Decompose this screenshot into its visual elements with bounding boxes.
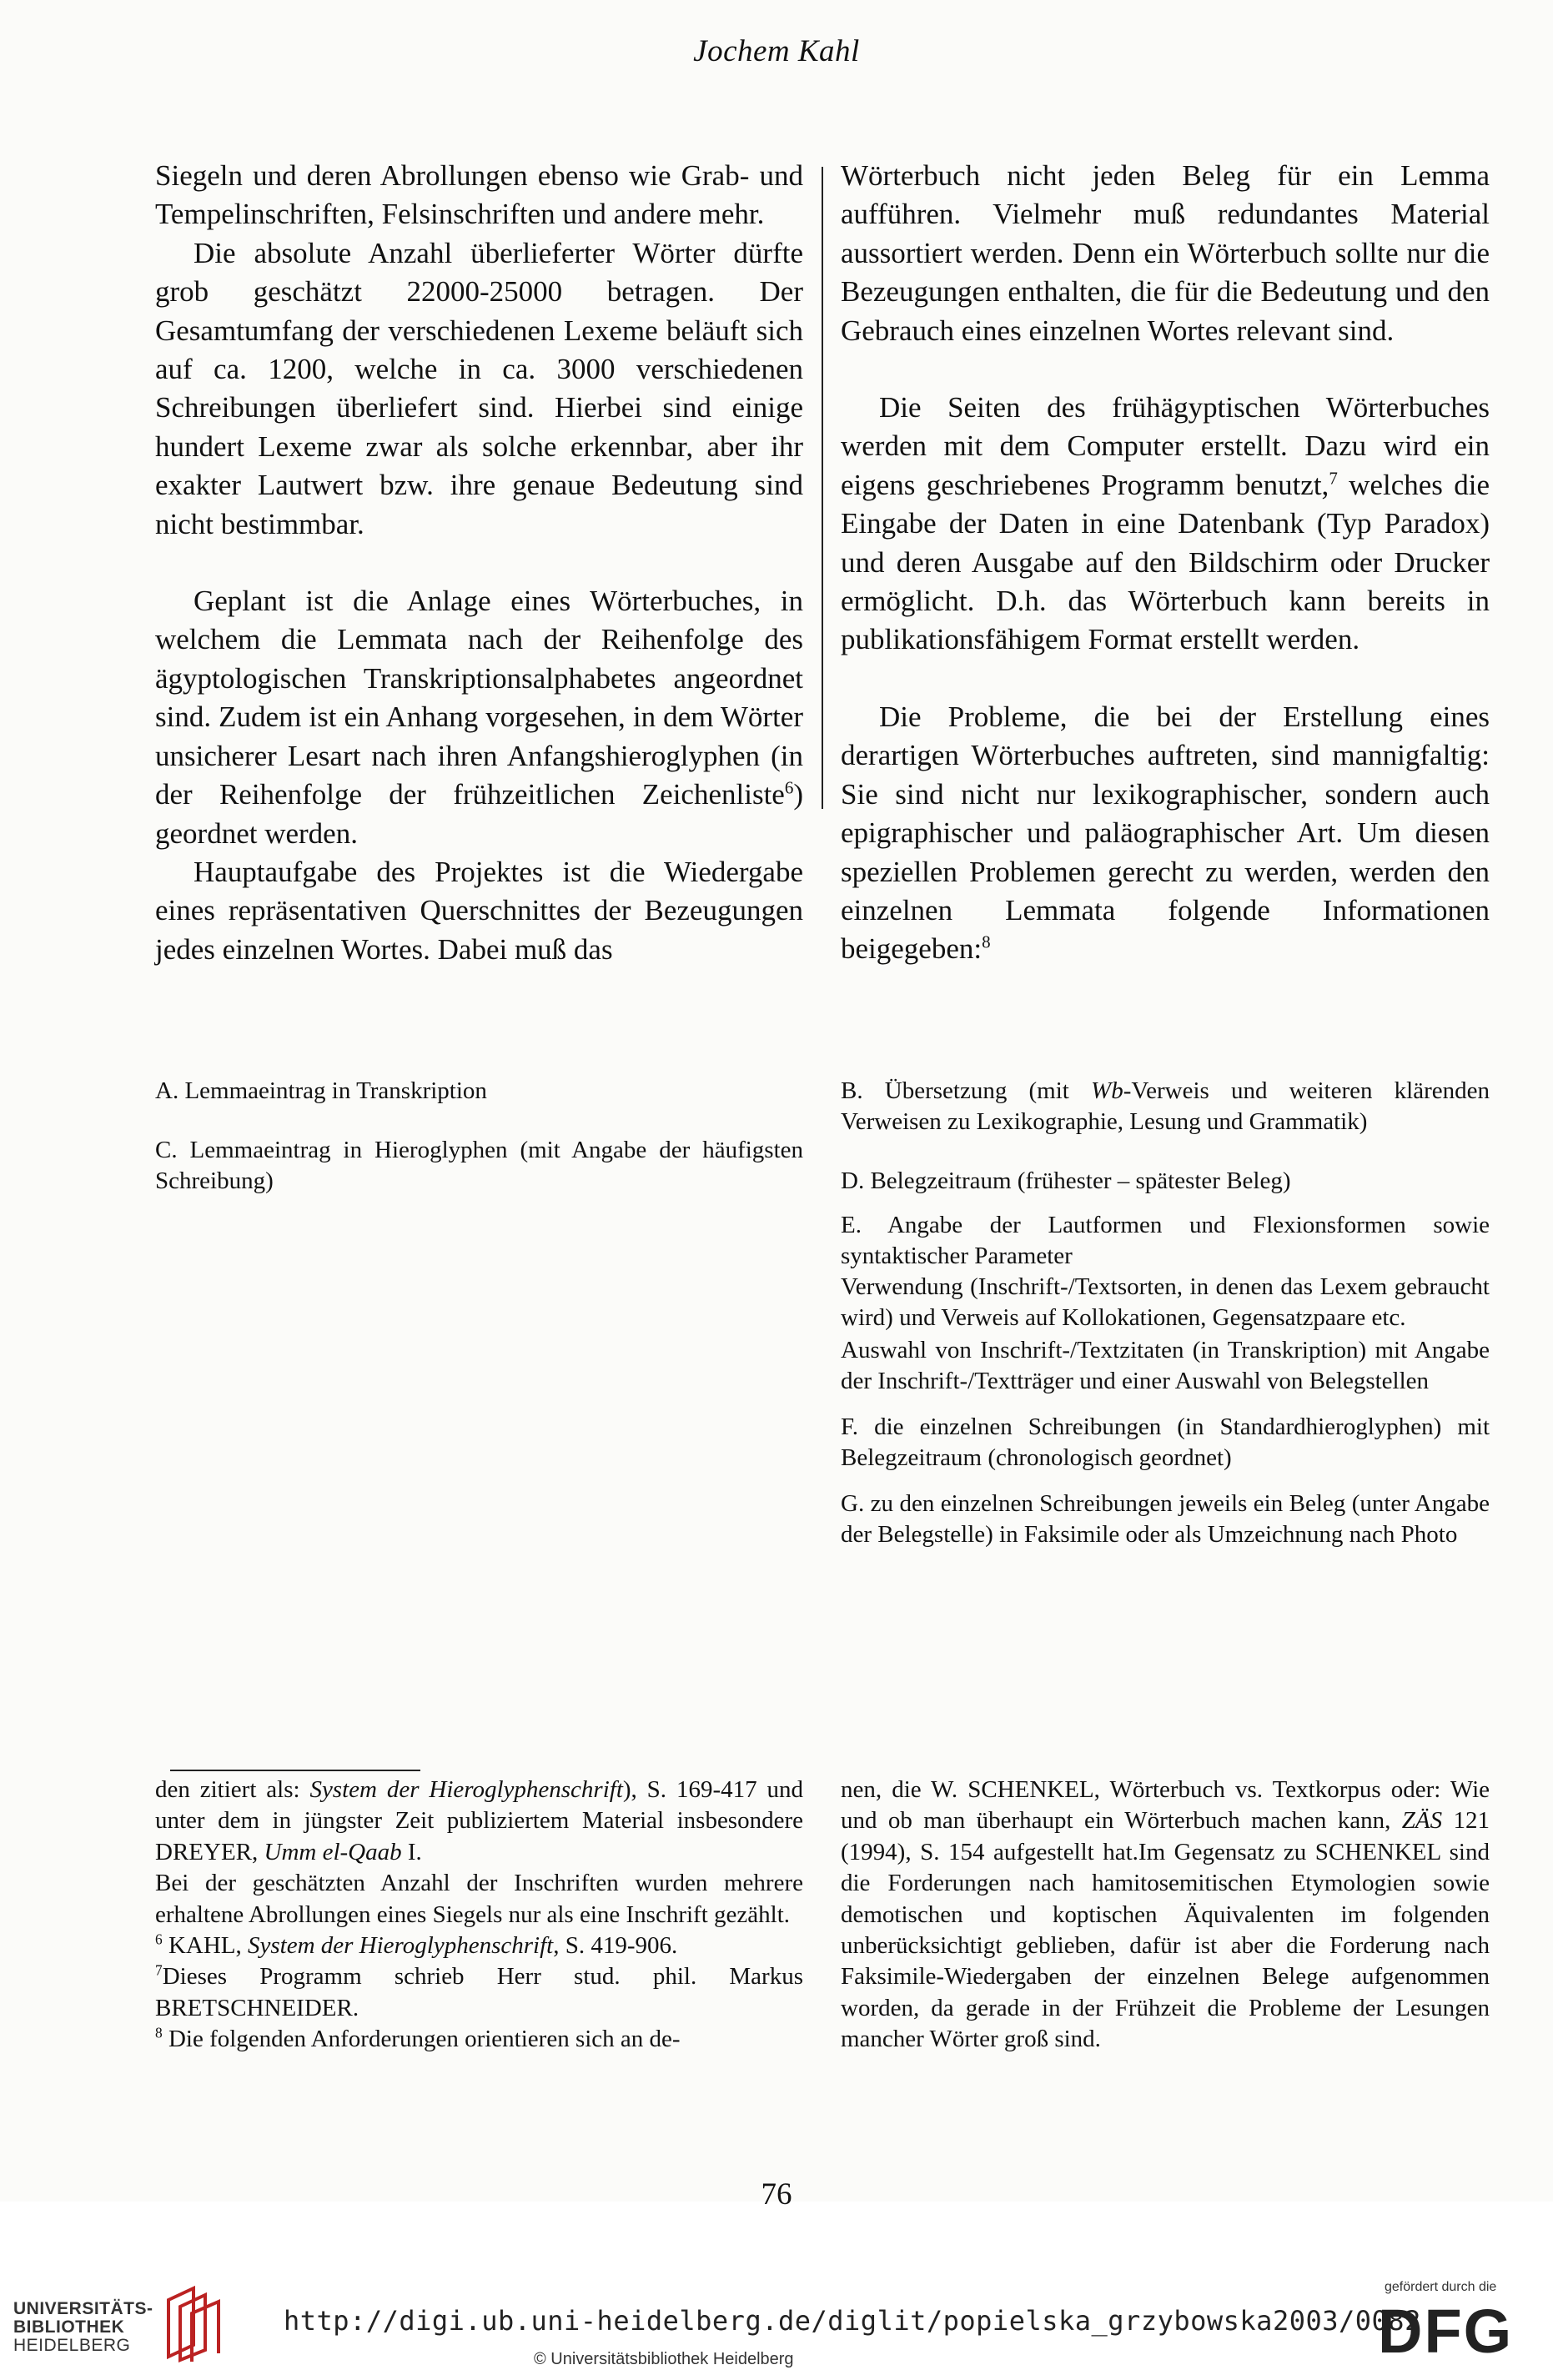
paragraph-text: Hauptaufgabe des Projektes ist die Wiedergabe eines repräsentativen Querschnittes der Bezeugungen jedes einzelnen Wortes. Dabei muß das [155, 855, 803, 966]
left-paragraph [155, 157, 803, 234]
digitization-footer [0, 2252, 1553, 2380]
requirement-item [841, 1272, 1490, 1333]
paragraph-text: Wörterbuch nicht jeden Beleg für ein Lemma aufführen. Vielmehr muß redundantes Material aussortiert werden. Denn ein Wörterbuch sollte nur die Bezeugungen enthalten, die für die Bedeutung und den Gebrauch eines einzelnen Wortes relevant sind. [841, 159, 1490, 347]
left-paragraph [155, 234, 803, 544]
footnote-text: nen, die W. SCHENKEL, Wörterbuch vs. Textkorpus oder: Wie und ob man überhaupt ein Wörterbuch machen kann, [841, 1776, 1490, 1835]
footnote-italic: ZÄS [1401, 1807, 1443, 1835]
footnote-text: I. [401, 1838, 422, 1865]
item-text: Auswahl von Inschrift-/Textzitaten (in Transkription) mit Angabe der Inschrift-/Textträger und einer Auswahl von Belegstellen [841, 1337, 1490, 1394]
requirements-list-left [155, 1076, 803, 1197]
item-text: Verwendung (Inschrift-/Textsorten, in denen das Lexem gebraucht wird) und Verweis auf Kollokationen, Gegensatzpaare etc. [841, 1273, 1490, 1331]
footnote-number: 7 [155, 1961, 163, 1979]
requirement-item: C. Lemmaeintrag in Hieroglyphen (mit Angabe der häufigsten Schreibung) [155, 1137, 803, 1194]
requirement-item: A. Lemmaeintrag in Transkription [155, 1077, 487, 1104]
footnote [155, 1868, 803, 1931]
library-name [13, 2300, 153, 2355]
footnote-italic: System der Hieroglyphenschrift [309, 1776, 623, 1803]
library-name-line3: HEIDELBERG [13, 2336, 131, 2355]
left-text-column [155, 157, 803, 969]
paragraph-text: welches die Eingabe der Daten in eine Datenbank (Typ Paradox) und deren Ausgabe auf den Bildschirm oder Drucker ermöglicht. D.h. das Wörterbuch kann bereits in publikationsfähigem Format erstellt werden. [841, 468, 1490, 656]
item-italic: Wb [1091, 1077, 1123, 1104]
library-name-line2: BIBLIOTHEK [13, 2317, 125, 2337]
right-paragraph [841, 698, 1490, 969]
requirement-item [841, 1210, 1490, 1272]
running-header-author: Jochem Kahl [693, 34, 860, 68]
library-name-line1: UNIVERSITÄTS- [13, 2299, 153, 2318]
footnote [155, 2024, 803, 2055]
right-text-column [841, 157, 1490, 969]
footnote-text: den zitiert als: [155, 1776, 310, 1803]
footnote-rule [170, 1770, 420, 1771]
footnote [155, 1775, 803, 1868]
footnote [841, 1775, 1490, 2056]
right-paragraph [841, 389, 1490, 660]
left-paragraph [155, 853, 803, 969]
footnote-marker: 8 [982, 931, 991, 952]
footnote-text: , S. 419-906. [553, 1932, 678, 1960]
paragraph-gap [841, 350, 1490, 389]
footnote-text: 121 (1994), S. 154 aufgestellt hat.Im Gegensatz zu SCHENKEL sind die Forderungen nach hamitosemitischen Etymologien sowie demotischen und koptischen Äquivalenten im folgenden unberücksichtigt geblieben, dafür ist aber die Forderung nach Faksimile-Wiedergaben der einzelnen Belege aufgenommen worden, da gerade in der Frühzeit die Probleme der Lesungen mancher Wörter groß sind. [841, 1807, 1490, 2053]
footnote-marker: 7 [1329, 468, 1338, 489]
item-text: F. die einzelnen Schreibungen (in Standardhieroglyphen) mit Belegzeitraum (chronologisch geordnet) [841, 1413, 1490, 1471]
copyright-notice: © Universitätsbibliothek Heidelberg [534, 2350, 794, 2368]
paragraph-text: Die absolute Anzahl überlieferter Wörter dürfte grob geschätzt 22000-25000 betragen. Der Gesamtumfang der verschiedenen Lexeme beläuft sich auf ca. 1200, welche in ca. 3000 verschiedenen Schreibungen überliefert sind. Hierbei sind einige hundert Lexeme zwar als solche erkennbar, aber ihr exakter Lautwert bzw. ihre genaue Bedeutung sind nicht bestimmbar. [155, 236, 803, 540]
left-paragraph [155, 582, 803, 853]
footnote-number: 8 [155, 2024, 163, 2041]
dfg-logo: DFG [1378, 2297, 1514, 2366]
item-text: E. Angabe der Lautformen und Flexionsformen sowie syntaktischer Parameter [841, 1212, 1490, 1269]
requirement-item [841, 1166, 1490, 1197]
requirement-item [841, 1489, 1490, 1550]
permalink-url[interactable]: http://digi.ub.uni-heidelberg.de/diglit/popielska_grzybowska2003/0082 [284, 2305, 1421, 2337]
item-text: -Verweis und weiteren klärenden Verweisen zu Lexikographie, Lesung und Grammatik) [841, 1077, 1490, 1135]
footnote [155, 1931, 803, 1961]
footnote-italic: Umm el-Qaab [264, 1838, 402, 1865]
footnotes-right [841, 1775, 1490, 2056]
paragraph-gap [155, 544, 803, 582]
requirement-item [841, 1076, 1490, 1137]
footnote-italic: System der Hieroglyphenschrift [248, 1932, 554, 1960]
funding-label: gefördert durch die [1385, 2280, 1497, 2294]
footnote [155, 1961, 803, 2024]
footnote-text: Bei der geschätzten Anzahl der Inschriften wurden mehrere erhaltene Abrollungen eines Siegels nur als eine Inschrift gezählt. [155, 1870, 803, 1928]
footnote-number: 6 [155, 1931, 163, 1948]
paragraph-text: ) geordnet werden. [155, 778, 803, 850]
footnote-text: ), S. 169-417 und unter dem in jüngster Zeit publiziertem Material insbesondere DREYER, [155, 1776, 803, 1865]
requirement-item [841, 1335, 1490, 1397]
footnote-text: Die folgenden Anforderungen orientieren sich an de- [162, 2026, 681, 2053]
column-divider [822, 167, 823, 809]
item-text: D. Belegzeitraum (frühester – spätester Beleg) [841, 1167, 1291, 1194]
paragraph-text: Die Probleme, die bei der Erstellung eines derartigen Wörterbuches auftreten, sind mannigfaltig: Sie sind nicht nur lexikographischer, sondern auch epigraphischer und paläographischer Art. Um diesen speziellen Problemen gerecht zu werden, werden den einzelnen Lemmata folgende Informationen beigegeben: [841, 700, 1490, 966]
item-text: G. zu den einzelnen Schreibungen jeweils ein Beleg (unter Angabe der Belegstelle) in Faksimile oder als Umzeichnung nach Photo [841, 1490, 1490, 1548]
library-logo-icon [160, 2283, 227, 2363]
paragraph-gap [841, 660, 1490, 698]
paragraph-text: Die Seiten des frühägyptischen Wörterbuches werden mit dem Computer erstellt. Dazu wird ein eigens geschriebenes Programm benutzt, [841, 391, 1490, 501]
item-text: B. Übersetzung (mit [841, 1077, 1092, 1104]
footnote-text: Dieses Programm schrieb Herr stud. phil. Markus BRETSCHNEIDER. [155, 1963, 803, 2021]
requirements-list-right [841, 1076, 1490, 1550]
footnotes-left [155, 1775, 803, 2056]
footnote-text: KAHL, [162, 1932, 248, 1960]
footnote-marker: 6 [784, 777, 794, 798]
requirement-item [841, 1412, 1490, 1474]
right-paragraph [841, 157, 1490, 350]
page-number: 76 [761, 2177, 792, 2212]
paragraph-text: Geplant ist die Anlage eines Wörterbuches, in welchem die Lemmata nach der Reihenfolge des ägyptologischen Transkriptionsalphabetes angeordnet sind. Zudem ist ein Anhang vorgesehen, in dem Wörter unsicherer Lesart nach ihren Anfangshieroglyphen (in der Reihenfolge der frühzeitlichen Zeichenliste [155, 585, 803, 811]
paragraph-text: Siegeln und deren Abrollungen ebenso wie Grab- und Tempelinschriften, Felsinschriften und andere mehr. [155, 159, 803, 231]
